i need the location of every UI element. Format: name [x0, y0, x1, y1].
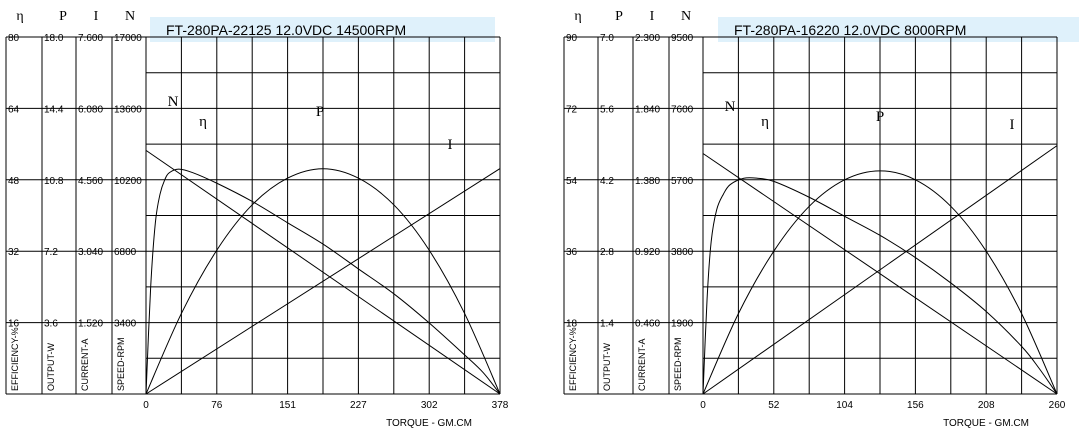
- y-tick-label: 7.0: [600, 33, 614, 44]
- series-label: P: [875, 109, 885, 125]
- chart-1: [6, 9, 509, 429]
- y-tick-label: 1.380: [635, 175, 661, 187]
- x-tick-label: 0: [143, 400, 149, 411]
- x-tick-label: 0: [700, 400, 706, 411]
- series-label: I: [447, 137, 453, 153]
- y-tick-label: 10.8: [44, 175, 64, 187]
- y-tick-label: 3400: [114, 318, 137, 330]
- column-label: EFFICIENCY-%: [10, 327, 20, 391]
- header-symbol: I: [649, 9, 655, 24]
- header-symbol: N: [124, 9, 136, 24]
- y-tick-label: 1.4: [600, 318, 614, 330]
- y-tick-label: 4.560: [78, 175, 104, 187]
- y-tick-label: 54: [566, 175, 578, 187]
- x-axis-label: TORQUE - GM.CM: [386, 418, 472, 429]
- x-tick-label: 52: [768, 400, 780, 411]
- y-tick-label: 32: [8, 247, 20, 259]
- y-tick-label: 1.840: [635, 104, 661, 116]
- header-symbol: η: [16, 9, 24, 24]
- y-tick-label: 2.300: [635, 33, 661, 44]
- x-tick-label: 378: [491, 400, 509, 411]
- series-label: N: [724, 99, 736, 115]
- y-tick-label: 7.2: [44, 247, 58, 259]
- y-tick-label: 2.8: [600, 247, 614, 259]
- x-tick-label: 260: [1048, 400, 1066, 411]
- y-tick-label: 0.460: [635, 318, 661, 330]
- column-label: SPEED-RPM: [673, 337, 683, 391]
- x-axis-label: TORQUE - GM.CM: [943, 418, 1029, 429]
- series-label: I: [1009, 117, 1015, 133]
- column-label: OUTPUT-W: [602, 343, 612, 391]
- series-label: N: [167, 94, 179, 110]
- y-tick-label: 6.080: [78, 104, 104, 116]
- column-label: CURRENT-A: [80, 338, 90, 391]
- header-symbol: η: [574, 9, 582, 24]
- y-tick-label: 3.040: [78, 247, 104, 259]
- y-tick-label: 9500: [671, 33, 694, 44]
- y-tick-label: 1900: [671, 318, 694, 330]
- chart-title: FT-280PA-22125 12.0VDC 14500RPM: [166, 22, 407, 38]
- x-tick-label: 104: [836, 400, 853, 411]
- header-symbol: N: [680, 9, 692, 24]
- y-tick-label: 80: [8, 33, 20, 44]
- y-tick-label: 7.600: [78, 33, 104, 44]
- x-tick-label: 208: [977, 400, 995, 411]
- y-tick-label: 6800: [114, 247, 137, 259]
- column-label: CURRENT-A: [637, 338, 647, 391]
- chart-2: [564, 9, 1079, 429]
- y-tick-label: 13600: [114, 104, 142, 116]
- y-tick-label: 3800: [671, 247, 694, 259]
- column-label: SPEED-RPM: [116, 337, 126, 391]
- y-tick-label: 0.920: [635, 247, 661, 259]
- y-tick-label: 64: [8, 104, 20, 116]
- series-label: P: [315, 104, 325, 120]
- x-tick-label: 76: [211, 400, 223, 411]
- y-tick-label: 5.6: [600, 104, 614, 116]
- x-tick-label: 227: [350, 400, 367, 411]
- column-label: EFFICIENCY-%: [568, 327, 578, 391]
- header-symbol: P: [59, 9, 67, 24]
- y-tick-label: 18.0: [44, 33, 64, 44]
- y-tick-label: 7600: [671, 104, 694, 116]
- header-symbol: P: [615, 9, 623, 24]
- y-tick-label: 36: [566, 247, 578, 259]
- y-tick-label: 72: [566, 104, 578, 116]
- y-tick-label: 4.2: [600, 175, 614, 187]
- y-tick-label: 17000: [114, 33, 142, 44]
- y-tick-label: 1.520: [78, 318, 104, 330]
- y-tick-label: 48: [8, 175, 20, 187]
- y-tick-label: 3.6: [44, 318, 58, 330]
- series-label: η: [761, 114, 769, 130]
- y-tick-label: 16: [8, 318, 20, 330]
- chart-title: FT-280PA-16220 12.0VDC 8000RPM: [734, 22, 967, 38]
- x-tick-label: 151: [279, 400, 296, 411]
- y-tick-label: 90: [566, 33, 578, 44]
- y-tick-label: 18: [566, 318, 578, 330]
- y-tick-label: 5700: [671, 175, 694, 187]
- y-tick-label: 14.4: [44, 104, 64, 116]
- x-tick-label: 156: [907, 400, 924, 411]
- x-tick-label: 302: [420, 400, 438, 411]
- column-label: OUTPUT-W: [46, 343, 56, 391]
- header-symbol: I: [93, 9, 99, 24]
- y-tick-label: 10200: [114, 175, 142, 187]
- series-label: η: [199, 114, 207, 130]
